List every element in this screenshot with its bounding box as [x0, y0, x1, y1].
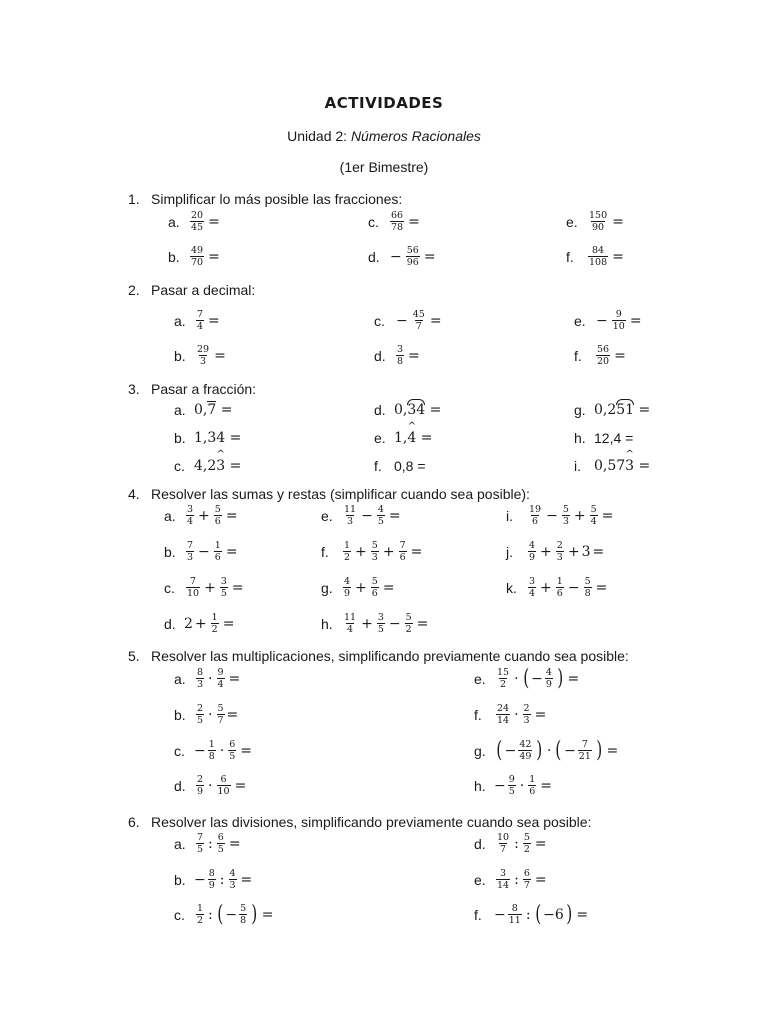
fraction: $\frac{6}{5}$ — [217, 832, 224, 855]
fraction: $\frac{10}{7}$ — [497, 832, 510, 855]
fraction: $\frac{5}{3}$ — [562, 504, 569, 527]
question-5 — [128, 648, 629, 664]
fraction: $\frac{3}{4}$ — [529, 576, 536, 599]
fraction: $\frac{4}{9}$ — [344, 576, 351, 599]
item-label: a. — [174, 670, 186, 687]
fraction: $\frac{11}{4}$ — [344, 612, 357, 635]
q3-item-c: c. 4,2 ^ 3 = — [174, 458, 241, 474]
fraction: $\frac{7}{21}$ — [578, 739, 591, 762]
fraction: $\frac{15}{2}$ — [497, 667, 510, 690]
fraction: $\frac{29}{3}$ — [197, 344, 210, 367]
fraction: $\frac{8}{11}$ — [508, 903, 521, 926]
q3-item-g: g. 0,2 51 = — [574, 402, 651, 418]
q1-item-d: d. − $\frac{56}{96}$ = — [368, 245, 436, 268]
q3-item-f: f. 0,8 = — [374, 458, 426, 474]
fraction: $\frac{3}{14}$ — [497, 868, 510, 891]
fraction: $\frac{6}{7}$ — [523, 868, 530, 891]
item-label: e. — [474, 670, 486, 687]
fraction: $\frac{3}{8}$ — [397, 344, 404, 367]
q2-item-f: f. $\frac{56}{20}$ = — [574, 344, 626, 367]
q2-item-a: a. $\frac{7}{4}$ = — [174, 309, 220, 332]
question-2 — [128, 282, 255, 298]
fraction: $\frac{4}{3}$ — [229, 868, 236, 891]
fraction: $\frac{5}{8}$ — [240, 903, 247, 926]
item-label: d. — [374, 402, 386, 418]
q3-item-a: a. 0, 7 = — [174, 402, 233, 418]
question-text: Pasar a decimal: — [151, 282, 256, 298]
question-text: Resolver las multiplicaciones, simplificando previamente cuando sea posible: — [151, 648, 629, 664]
q4-item-e: e. $\frac{11}{3}$ − $\frac{4}{5}$ = — [321, 504, 401, 527]
fraction: $\frac{3}{5}$ — [220, 576, 227, 599]
fraction: $\frac{2}{9}$ — [197, 774, 204, 797]
fraction: $\frac{6}{5}$ — [229, 739, 236, 762]
q5-item-d: d. $\frac{2}{9}$ · $\frac{6}{10}$ = — [174, 774, 247, 797]
fraction: $\frac{9}{4}$ — [217, 667, 224, 690]
question-number: 4. — [128, 486, 140, 502]
item-label: h. — [474, 777, 486, 794]
unit-prefix: Unidad 2: — [287, 128, 351, 144]
fraction: $\frac{4}{5}$ — [377, 504, 384, 527]
item-label: d. — [368, 248, 380, 265]
item-label: f. — [321, 543, 329, 560]
q5-item-b: b. $\frac{2}{5}$ · $\frac{5}{7}$ = — [174, 703, 239, 726]
fraction: $\frac{42}{49}$ — [519, 739, 532, 762]
item-label: c. — [374, 312, 385, 329]
item-label: f. — [574, 347, 582, 364]
item-label: h. — [574, 430, 586, 446]
q4-item-b: b. $\frac{7}{3}$ − $\frac{1}{6}$ = — [164, 540, 238, 563]
question-4 — [128, 486, 530, 502]
q1-item-a: a. $\frac{20}{45}$ = — [168, 210, 220, 233]
fraction: $\frac{11}{3}$ — [344, 504, 357, 527]
fraction: $\frac{3}{4}$ — [187, 504, 194, 527]
question-number: 5. — [128, 648, 140, 664]
q6-item-e: e. $\frac{3}{14}$ : $\frac{6}{7}$ = — [474, 868, 547, 891]
unit-subtitle — [0, 128, 768, 144]
fraction: $\frac{56}{20}$ — [597, 344, 610, 367]
item-label: b. — [174, 871, 186, 888]
item-label: c. — [174, 742, 185, 759]
item-label: d. — [164, 615, 176, 632]
fraction: $\frac{5}{8}$ — [584, 576, 591, 599]
q5-item-h: h. − $\frac{9}{5}$ · $\frac{1}{6}$ = — [474, 774, 553, 797]
question-6 — [128, 814, 591, 830]
question-number: 1. — [128, 191, 140, 207]
q5-item-g: g. ( − $\frac{42}{49}$ ) · ( − $\frac{7}{21}$ ) = — [474, 737, 619, 763]
question-3 — [128, 381, 256, 397]
item-label: b. — [168, 248, 180, 265]
item-label: c. — [174, 458, 185, 474]
q3-item-h: h. 12,4 = — [574, 430, 634, 446]
fraction: $\frac{2}{3}$ — [523, 703, 530, 726]
q2-item-d: d. $\frac{3}{8}$ = — [374, 344, 420, 367]
item-label: e. — [321, 507, 333, 524]
fraction: $\frac{1}{2}$ — [197, 903, 204, 926]
q2-item-e: e. − $\frac{9}{10}$ = — [574, 309, 642, 332]
question-number: 6. — [128, 814, 140, 830]
q5-item-a: a. $\frac{8}{3}$ · $\frac{9}{4}$ = — [174, 667, 241, 690]
item-label: b. — [174, 706, 186, 723]
item-label: i. — [506, 507, 513, 524]
unit-name: Números Racionales — [350, 128, 481, 144]
q4-item-a: a. $\frac{3}{4}$ + $\frac{5}{6}$ = — [164, 504, 238, 527]
fraction: $\frac{5}{2}$ — [405, 612, 412, 635]
fraction: $\frac{20}{45}$ — [191, 210, 204, 233]
term-label: (1er Bimestre) — [339, 159, 429, 175]
fraction: $\frac{1}{6}$ — [556, 576, 563, 599]
q1-item-c: c. $\frac{66}{78}$ = — [368, 210, 420, 233]
item-label: c. — [174, 906, 185, 923]
item-label: e. — [574, 312, 586, 329]
item-label: d. — [474, 835, 486, 852]
q4-item-c: c. $\frac{7}{10}$ + $\frac{3}{5}$ = — [164, 576, 244, 599]
item-label: f. — [474, 906, 482, 923]
fraction: $\frac{1}{2}$ — [211, 612, 218, 635]
fraction: $\frac{7}{3}$ — [187, 540, 194, 563]
fraction: $\frac{5}{3}$ — [371, 540, 378, 563]
fraction: $\frac{45}{7}$ — [412, 309, 425, 332]
q3-item-i: i. 0,57 ^ 3 = — [574, 458, 650, 474]
question-number: 3. — [128, 381, 140, 397]
item-label: c. — [368, 213, 379, 230]
fraction: $\frac{1}{2}$ — [344, 540, 351, 563]
item-label: g. — [321, 579, 333, 596]
q6-item-b: b. − $\frac{8}{9}$ : $\frac{4}{3}$ = — [174, 868, 253, 891]
fraction: $\frac{8}{3}$ — [197, 667, 204, 690]
item-label: d. — [174, 777, 186, 794]
fraction: $\frac{5}{2}$ — [523, 832, 530, 855]
item-label: h. — [321, 615, 333, 632]
fraction: $\frac{6}{10}$ — [217, 774, 230, 797]
fraction: $\frac{9}{5}$ — [508, 774, 515, 797]
fraction: $\frac{7}{10}$ — [187, 576, 200, 599]
fraction: $\frac{84}{108}$ — [589, 245, 608, 268]
q6-item-d: d. $\frac{10}{7}$ : $\frac{5}{2}$ = — [474, 832, 547, 855]
fraction: $\frac{66}{78}$ — [391, 210, 404, 233]
q1-item-b: b. $\frac{49}{70}$ = — [168, 245, 220, 268]
item-label: e. — [566, 213, 578, 230]
item-label: a. — [174, 402, 186, 418]
item-label: f. — [474, 706, 482, 723]
fraction: $\frac{3}{5}$ — [377, 612, 384, 635]
question-number: 2. — [128, 282, 140, 298]
q4-item-f: f. $\frac{1}{2}$ + $\frac{5}{3}$ + $\frac{7}{6}$ = — [321, 540, 423, 563]
q5-item-e: e. $\frac{15}{2}$ · ( − $\frac{4}{9}$ ) = — [474, 665, 580, 691]
q5-item-c: c. − $\frac{1}{8}$ · $\frac{6}{5}$ = — [174, 739, 253, 762]
item-label: i. — [574, 458, 581, 474]
question-1 — [128, 191, 402, 207]
fraction: $\frac{4}{9}$ — [545, 667, 552, 690]
fraction: $\frac{24}{14}$ — [497, 703, 510, 726]
item-label: e. — [474, 871, 486, 888]
item-label: b. — [164, 543, 176, 560]
item-label: f. — [566, 248, 574, 265]
item-label: g. — [574, 402, 586, 418]
question-text: Resolver las sumas y restas (simplificar cuando sea posible): — [151, 486, 530, 502]
q4-item-j: j. $\frac{4}{9}$ + $\frac{2}{3}$ + 3 = — [506, 540, 605, 563]
item-label: b. — [174, 430, 186, 446]
q3-item-d: d. 0, 34 = — [374, 402, 442, 418]
q3-item-b: b. 1,34 = — [174, 430, 242, 446]
q2-item-c: c. − $\frac{45}{7}$ = — [374, 309, 442, 332]
item-label: k. — [506, 579, 517, 596]
fraction: $\frac{150}{90}$ — [589, 210, 608, 233]
q6-item-c: c. $\frac{1}{2}$ : ( − $\frac{5}{8}$ ) = — [174, 901, 274, 927]
item-label: j. — [506, 543, 513, 560]
q4-item-d: d. 2 + $\frac{1}{2}$ = — [164, 612, 235, 635]
fraction: $\frac{9}{10}$ — [612, 309, 625, 332]
item-label: a. — [168, 213, 180, 230]
fraction: $\frac{1}{6}$ — [529, 774, 536, 797]
fraction: $\frac{19}{6}$ — [529, 504, 542, 527]
q3-item-e: e. 1, ^ 4 = — [374, 430, 432, 446]
q5-item-f: f. $\frac{24}{14}$ · $\frac{2}{3}$ = — [474, 703, 547, 726]
item-label: d. — [374, 347, 386, 364]
fraction: $\frac{1}{8}$ — [208, 739, 215, 762]
fraction: $\frac{5}{6}$ — [214, 504, 221, 527]
item-label: a. — [174, 312, 186, 329]
fraction: $\frac{7}{5}$ — [197, 832, 204, 855]
q1-item-e: e. $\frac{150}{90}$ = — [566, 210, 624, 233]
item-label: e. — [374, 430, 386, 446]
q4-item-i: i. $\frac{19}{6}$ − $\frac{5}{3}$ + $\frac{5}{4}$ = — [506, 504, 614, 527]
item-label: b. — [174, 347, 186, 364]
item-label: f. — [374, 458, 382, 474]
fraction: $\frac{8}{9}$ — [208, 868, 215, 891]
item-label: c. — [164, 579, 175, 596]
item-label: g. — [474, 742, 486, 759]
page-title: ACTIVIDADES — [324, 94, 444, 112]
fraction: $\frac{7}{4}$ — [197, 309, 204, 332]
fraction: $\frac{2}{5}$ — [197, 703, 204, 726]
item-label: a. — [164, 507, 176, 524]
q2-item-b: b. $\frac{29}{3}$ = — [174, 344, 226, 367]
q4-item-h: h. $\frac{11}{4}$ + $\frac{3}{5}$ − $\frac{5}{2}$ = — [321, 612, 429, 635]
question-text: Pasar a fracción: — [151, 381, 257, 397]
q6-item-a: a. $\frac{7}{5}$ : $\frac{6}{5}$ = — [174, 832, 241, 855]
fraction: $\frac{49}{70}$ — [191, 245, 204, 268]
fraction: $\frac{56}{96}$ — [406, 245, 419, 268]
question-text: Simplificar lo más posible las fracciones: — [151, 191, 403, 207]
fraction: $\frac{5}{6}$ — [371, 576, 378, 599]
question-text: Resolver las divisiones, simplificando previamente cuando sea posible: — [151, 814, 592, 830]
fraction: $\frac{5}{4}$ — [590, 504, 597, 527]
fraction: $\frac{2}{3}$ — [556, 540, 563, 563]
fraction: $\frac{4}{9}$ — [529, 540, 536, 563]
fraction: $\frac{5}{7}$ — [217, 703, 224, 726]
q4-item-k: k. $\frac{3}{4}$ + $\frac{1}{6}$ − $\frac{5}{8}$ = — [506, 576, 608, 599]
q1-item-f: f. $\frac{84}{108}$ = — [566, 245, 624, 268]
q4-item-g: g. $\frac{4}{9}$ + $\frac{5}{6}$ = — [321, 576, 395, 599]
fraction: $\frac{1}{6}$ — [214, 540, 221, 563]
q6-item-f: f. − $\frac{8}{11}$ : ( −6 ) = — [474, 901, 589, 927]
item-label: a. — [174, 835, 186, 852]
fraction: $\frac{7}{6}$ — [399, 540, 406, 563]
